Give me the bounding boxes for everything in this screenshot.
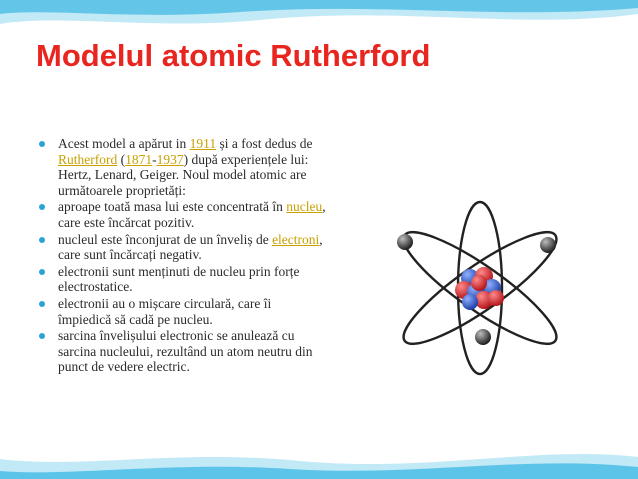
- link-1911[interactable]: 1911: [189, 136, 217, 151]
- slide-title: Modelul atomic Rutherford: [36, 38, 431, 73]
- bullet-icon: [39, 301, 45, 307]
- bullet-icon: [39, 269, 45, 275]
- bullet-item: electronii au o mișcare circulară, care îi împiedică să cadă pe nucleu.: [36, 296, 326, 327]
- electron: [540, 237, 556, 253]
- bullet-icon: [39, 333, 45, 339]
- bullet-item: aproape toată masa lui este concentrată în nucleu, care este încărcat pozitiv.: [36, 199, 326, 230]
- link-rutherford[interactable]: Rutherford: [58, 151, 118, 167]
- link-1937[interactable]: 1937: [156, 151, 184, 167]
- atom-icon: [380, 200, 580, 400]
- electron: [475, 329, 491, 345]
- bottom-wave-decoration: [0, 439, 638, 479]
- electron: [397, 234, 413, 250]
- bullet-icon: [39, 141, 45, 147]
- link-electroni[interactable]: electroni: [272, 231, 320, 247]
- link-1871[interactable]: 1871: [125, 151, 153, 167]
- bullet-item: nucleul este înconjurat de un înveliș de electroni, care sunt încărcați negativ.: [36, 232, 326, 263]
- bullet-item: sarcina învelișului electronic se anulează cu sarcina nucleului, rezultând un atom neutru din punct de vedere electric.: [36, 328, 326, 375]
- bullet-list: [36, 136, 326, 376]
- bullet-icon: [39, 237, 45, 243]
- top-wave-decoration: [0, 0, 638, 40]
- bullet-item: electronii sunt menținuti de nucleu prin forțe electrostatice.: [36, 264, 326, 295]
- bullet-icon: [39, 204, 45, 210]
- bullet-item: Acest model a apărut in 1911 și a fost dedus de Rutherford (1871-1937) după experiențele lui: Hertz, Lenard, Geiger. Noul model atomic are următoarele proprietăți:: [36, 136, 326, 198]
- link-nucleu[interactable]: nucleu: [286, 199, 323, 215]
